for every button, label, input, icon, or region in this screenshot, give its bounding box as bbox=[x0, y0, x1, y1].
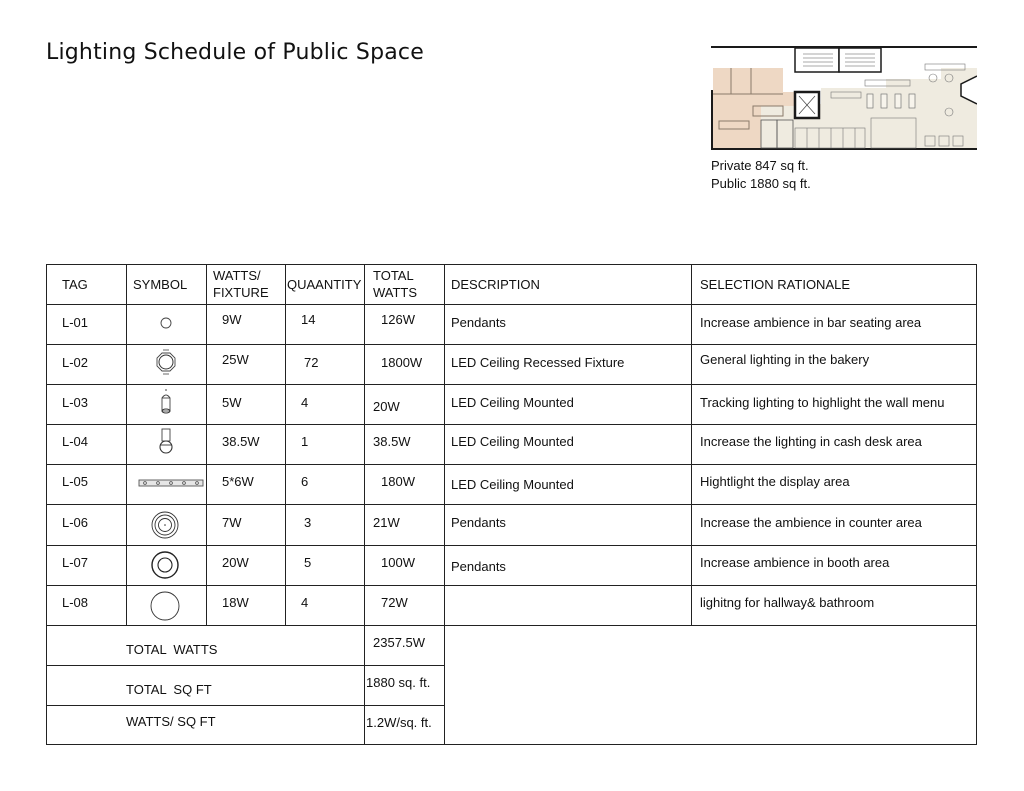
triple-ring-pendant-icon bbox=[150, 510, 180, 540]
cell-quantity: 4 bbox=[301, 395, 309, 410]
summary-label: WATTS/ SQ FT bbox=[126, 714, 216, 729]
cell-total: 21W bbox=[373, 515, 400, 530]
cell-description: LED Ceiling Recessed Fixture bbox=[451, 355, 625, 370]
cell-total: 72W bbox=[381, 595, 408, 610]
small-circle-icon bbox=[158, 315, 174, 331]
cell-tag: L-01 bbox=[62, 315, 89, 330]
cell-watts: 5W bbox=[222, 395, 242, 410]
ceiling-spotlight-icon bbox=[157, 427, 175, 457]
cell-description: Pendants bbox=[451, 315, 506, 330]
cell-rationale: Increase the ambience in counter area bbox=[700, 515, 922, 530]
cell-rationale: General lighting in the bakery bbox=[700, 352, 870, 367]
cell-watts: 7W bbox=[222, 515, 242, 530]
area-summary bbox=[711, 157, 811, 193]
header-tag: TAG bbox=[62, 277, 88, 292]
cell-tag: L-02 bbox=[62, 355, 89, 370]
header-symbol: SYMBOL bbox=[133, 277, 188, 292]
cell-total: 38.5W bbox=[373, 434, 411, 449]
summary-value: 1880 sq. ft. bbox=[366, 675, 431, 690]
header-selection-rationale: SELECTION RATIONALE bbox=[700, 277, 851, 292]
large-circle-icon bbox=[149, 590, 181, 622]
cell-quantity: 14 bbox=[301, 312, 316, 327]
cell-rationale: Increase ambience in booth area bbox=[700, 555, 890, 570]
floor-plan-image bbox=[711, 46, 977, 150]
summary-label: TOTAL SQ FT bbox=[126, 682, 212, 697]
page-title: Lighting Schedule of Public Space bbox=[46, 40, 424, 65]
summary-value: 2357.5W bbox=[373, 635, 426, 650]
cell-total: 126W bbox=[381, 312, 415, 327]
cell-description: Pendants bbox=[451, 515, 506, 530]
cell-tag: L-03 bbox=[62, 395, 89, 410]
recessed-octagon-icon bbox=[153, 348, 179, 376]
cell-description: Pendants bbox=[451, 559, 506, 574]
summary-value: 1.2W/sq. ft. bbox=[366, 715, 432, 730]
cell-quantity: 4 bbox=[301, 595, 309, 610]
cell-rationale: Increase the lighting in cash desk area bbox=[700, 434, 922, 449]
cell-total: 20W bbox=[373, 399, 400, 414]
cell-watts: 20W bbox=[222, 555, 249, 570]
track-spotlight-icon bbox=[157, 388, 175, 416]
cell-total: 1800W bbox=[381, 355, 423, 370]
cell-watts: 38.5W bbox=[222, 434, 260, 449]
cell-description: LED Ceiling Mounted bbox=[451, 434, 574, 449]
cell-watts: 18W bbox=[222, 595, 249, 610]
linear-strip-icon bbox=[138, 478, 204, 488]
header-quantity: QUAANTITY bbox=[287, 277, 362, 292]
cell-quantity: 3 bbox=[304, 515, 312, 530]
header-description: DESCRIPTION bbox=[451, 277, 540, 292]
cell-watts: 25W bbox=[222, 352, 249, 367]
cell-tag: L-06 bbox=[62, 515, 89, 530]
cell-description: LED Ceiling Mounted bbox=[451, 395, 574, 410]
public-area-label: Public 1880 sq ft. bbox=[711, 176, 811, 191]
cell-rationale: lighitng for hallway& bathroom bbox=[700, 595, 875, 610]
private-area-label: Private 847 sq ft. bbox=[711, 158, 809, 173]
cell-tag: L-05 bbox=[62, 474, 89, 489]
cell-tag: L-08 bbox=[62, 595, 89, 610]
cell-tag: L-07 bbox=[62, 555, 89, 570]
cell-quantity: 5 bbox=[304, 555, 312, 570]
cell-rationale: Increase ambience in bar seating area bbox=[700, 315, 922, 330]
cell-rationale: Hightlight the display area bbox=[700, 474, 850, 489]
lighting-schedule-table bbox=[46, 264, 977, 745]
header-watts-fixture: WATTS/ FIXTURE bbox=[213, 268, 269, 300]
cell-tag: L-04 bbox=[62, 434, 89, 449]
cell-watts: 5*6W bbox=[222, 474, 254, 489]
cell-quantity: 72 bbox=[304, 355, 319, 370]
cell-quantity: 6 bbox=[301, 474, 309, 489]
header-total-watts: TOTAL WATTS bbox=[373, 268, 418, 300]
cell-total: 180W bbox=[381, 474, 415, 489]
cell-watts: 9W bbox=[222, 312, 242, 327]
cell-quantity: 1 bbox=[301, 434, 309, 449]
summary-label: TOTAL WATTS bbox=[126, 642, 218, 657]
double-ring-pendant-icon bbox=[150, 550, 180, 580]
cell-rationale: Tracking lighting to highlight the wall menu bbox=[700, 395, 945, 410]
cell-description: LED Ceiling Mounted bbox=[451, 477, 574, 492]
cell-total: 100W bbox=[381, 555, 415, 570]
